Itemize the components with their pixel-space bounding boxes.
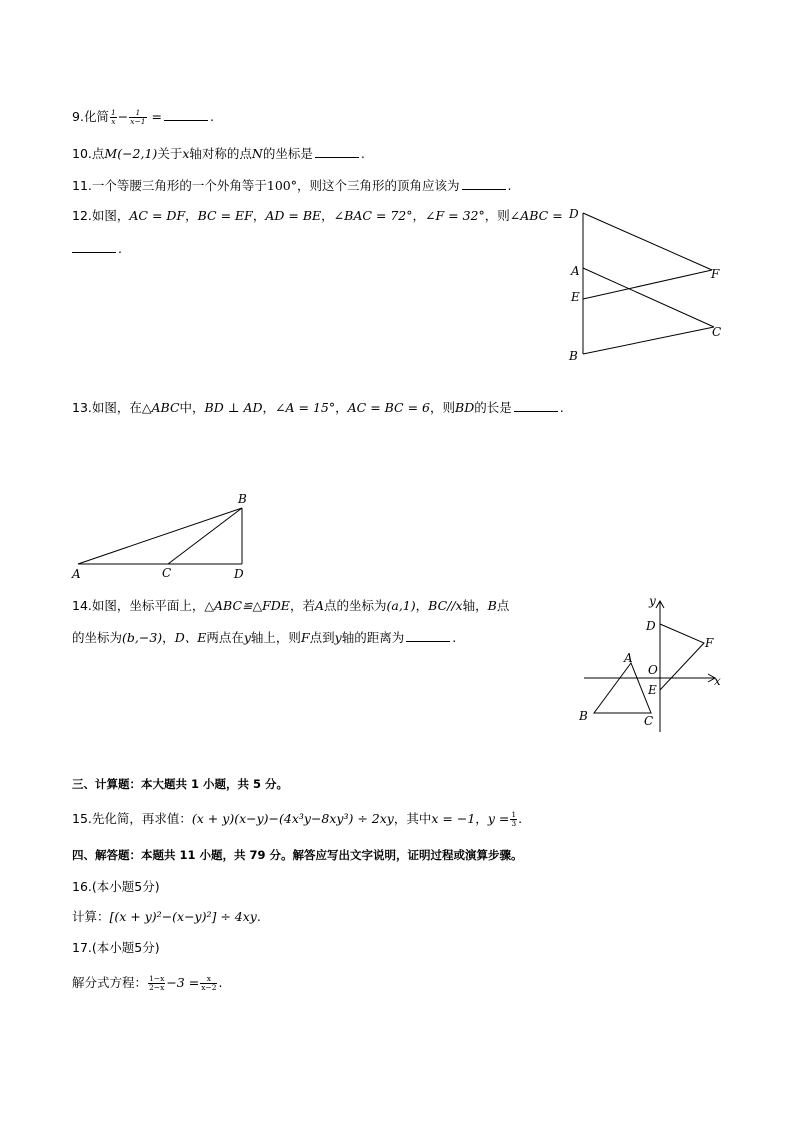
question-12-line-2 <box>72 240 122 258</box>
question-13 <box>72 399 564 417</box>
question-text: 的长是 <box>474 400 512 415</box>
label-A: A <box>624 651 633 665</box>
separator: ， <box>475 811 488 826</box>
answer-blank[interactable] <box>406 630 450 642</box>
question-text: 点 <box>91 146 105 161</box>
math-condition: BC = EF <box>197 208 253 223</box>
math-var: B <box>487 598 497 613</box>
fraction-2 <box>129 109 146 126</box>
math-condition: ∠ABC = <box>509 208 563 223</box>
segment-AC <box>583 268 714 327</box>
label-E: E <box>571 290 580 304</box>
question-number: 9. <box>72 109 84 124</box>
label-D: D <box>569 207 579 221</box>
period: . <box>118 241 122 256</box>
question-text: 化简 <box>83 109 109 124</box>
label-C: C <box>644 714 654 728</box>
label-F: F <box>711 267 720 281</box>
question-number: 13. <box>72 400 92 415</box>
separator: ， <box>335 400 348 415</box>
question-text: 点的坐标为 <box>323 598 387 613</box>
period: . <box>360 146 365 161</box>
math-var: y <box>243 630 251 645</box>
math-var: F <box>300 630 310 645</box>
separator: ， <box>162 630 175 645</box>
question-10 <box>72 145 365 163</box>
question-text: 轴对称的点 <box>189 146 252 161</box>
fraction-numerator: x <box>200 975 217 984</box>
math-condition: BC//x <box>428 598 463 613</box>
period: . <box>559 400 564 415</box>
math-triangle: △ABC <box>141 400 180 415</box>
math-var: D、E <box>174 630 207 645</box>
math-var: N <box>251 146 263 161</box>
fraction-denominator: x−1 <box>130 117 146 126</box>
question-text: 解分式方程： <box>72 975 148 990</box>
question-text: 关于 <box>157 146 183 161</box>
figure-q14 <box>574 592 728 736</box>
label-x: x <box>714 674 721 688</box>
triangle-ABC <box>594 663 651 713</box>
question-text: 一个等腰三角形的一个外角等于 <box>91 178 267 193</box>
question-17-header: 17.(本小题5分) <box>72 940 160 955</box>
math-point: (a,1) <box>386 598 416 613</box>
question-number: 14. <box>72 598 92 613</box>
question-14 <box>72 597 509 615</box>
separator: ， <box>412 208 425 223</box>
figure-q12 <box>566 203 730 365</box>
question-text: 点到 <box>309 630 335 645</box>
question-17 <box>72 974 222 992</box>
fraction-numerator: 1 <box>511 810 517 819</box>
figure-q13 <box>68 490 258 582</box>
math-condition: ∠BAC = 72° <box>333 208 413 223</box>
segment-AB <box>78 508 242 564</box>
question-text: ，则 <box>484 208 510 223</box>
segment-DF <box>583 213 712 270</box>
separator: ， <box>415 598 429 613</box>
question-15 <box>72 810 522 828</box>
question-text: 点 <box>496 598 510 613</box>
question-9: 9.化简 $\frac{1}{x}$ − $\frac{1}{x-1}$ = . <box>72 108 214 126</box>
question-text: 两点在 <box>206 630 244 645</box>
label-E: E <box>648 683 657 697</box>
question-number: 11. <box>72 178 92 193</box>
math-value: x = −1 <box>431 811 476 826</box>
math-value: y = <box>487 811 510 826</box>
separator: ， <box>185 208 198 223</box>
equals-sign: = <box>151 109 162 124</box>
math-point: (b,−3) <box>122 630 163 645</box>
separator: ， <box>262 400 276 415</box>
question-text: 如图，坐标平面上， <box>91 598 205 613</box>
question-text: 中， <box>179 400 205 415</box>
label-D: D <box>234 567 244 581</box>
segment-EF <box>583 270 712 299</box>
label-C: C <box>712 325 722 339</box>
label-D: D <box>646 619 656 633</box>
math-var: A <box>314 598 324 613</box>
fraction-numerator: 1 <box>110 108 116 117</box>
question-number: 10. <box>72 146 92 161</box>
label-B: B <box>238 492 247 506</box>
fraction <box>510 811 517 828</box>
label-C: C <box>162 566 172 580</box>
question-text: 如图， <box>91 208 130 223</box>
question-text: 轴上，则 <box>250 630 301 645</box>
label-F: F <box>705 636 714 650</box>
question-text: 的坐标是 <box>262 146 313 161</box>
fraction-numerator: 1 <box>129 109 146 118</box>
math-condition: AC = BC = 6 <box>347 400 430 415</box>
answer-blank[interactable] <box>514 400 558 412</box>
math-expression: [(x + y)²−(x−y)²] ÷ 4xy <box>109 909 257 924</box>
section-4-title: 四、解答题：本题共 11 小题，共 79 分。解答应写出文字说明，证明过程或演算步骤。 <box>72 848 523 862</box>
question-text: ，若 <box>289 598 315 613</box>
segment-CB <box>168 508 242 564</box>
math-condition: ∠F = 32° <box>425 208 485 223</box>
separator: ， <box>252 208 266 223</box>
period: . <box>209 109 214 124</box>
answer-blank[interactable] <box>72 241 116 253</box>
math-point: M(−2,1) <box>104 146 158 161</box>
question-text: ，则这个三角形的顶角应该为 <box>297 178 460 193</box>
question-number: 15. <box>72 811 92 826</box>
period: . <box>256 909 261 924</box>
question-text: 的坐标为 <box>72 630 123 645</box>
separator: ， <box>321 208 334 223</box>
label-B: B <box>579 709 588 723</box>
fraction-denominator: x−2 <box>201 983 217 992</box>
period: . <box>218 975 223 990</box>
fraction-1 <box>110 109 117 126</box>
question-text: ，其中 <box>393 811 432 826</box>
segment-BC <box>583 327 714 354</box>
math-condition: ∠A = 15° <box>275 400 336 415</box>
math-expression: −3 = <box>166 975 200 990</box>
question-12 <box>72 207 563 225</box>
question-text: ，则 <box>430 400 456 415</box>
fraction-1 <box>148 975 165 992</box>
math-condition: AC = DF <box>129 208 186 223</box>
fraction-denominator: 3 <box>511 819 517 828</box>
question-text: 轴， <box>462 598 488 613</box>
math-var: y <box>334 630 342 645</box>
question-text: 轴的距离为 <box>341 630 405 645</box>
math-expression: (x + y)(x−y)−(4x³y−8xy³) ÷ 2xy <box>191 811 394 826</box>
answer-blank[interactable] <box>315 146 359 158</box>
period: . <box>507 178 512 193</box>
question-text: 计算： <box>72 909 110 924</box>
period: . <box>518 811 523 826</box>
question-text: 如图，在 <box>91 400 142 415</box>
answer-blank[interactable] <box>164 109 208 121</box>
fraction-numerator: 1−x <box>149 974 165 983</box>
question-number: 12. <box>72 208 92 223</box>
fraction-denominator: x <box>111 117 116 126</box>
period: . <box>452 630 457 645</box>
question-text: 先化简，再求值： <box>91 811 192 826</box>
question-14-line-2 <box>72 629 456 647</box>
math-condition: BD ⊥ AD <box>204 400 263 415</box>
fraction-2 <box>200 975 217 992</box>
label-B: B <box>569 349 578 363</box>
math-angle: 100° <box>266 178 298 193</box>
label-A: A <box>571 264 580 278</box>
label-y: y <box>649 594 656 608</box>
triangle-FDE <box>660 624 704 690</box>
math-var: BD <box>455 400 475 415</box>
label-A: A <box>72 567 81 581</box>
label-O: O <box>648 663 658 677</box>
math-condition: AD = BE <box>265 208 322 223</box>
math-var: x <box>182 146 190 161</box>
answer-blank[interactable] <box>462 178 506 190</box>
math-condition: △ABC≌△FDE <box>204 598 290 613</box>
fraction-denominator: 2−x <box>149 983 165 992</box>
question-16-header: 16.(本小题5分) <box>72 879 160 894</box>
question-11 <box>72 177 512 195</box>
question-16 <box>72 908 261 926</box>
section-3-title: 三、计算题：本大题共 1 小题，共 5 分。 <box>72 777 289 791</box>
